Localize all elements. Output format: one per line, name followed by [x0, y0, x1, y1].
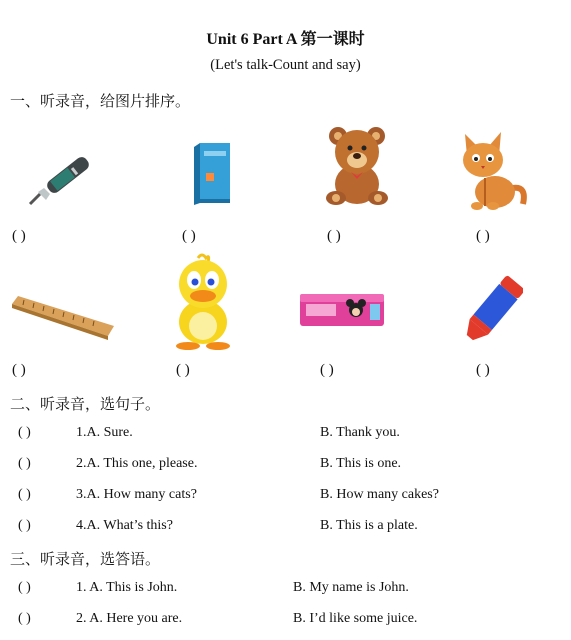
answer-paren-1[interactable]: ( ) — [12, 228, 26, 244]
question-row — [18, 425, 133, 441]
answer-paren[interactable]: ( ) — [18, 456, 31, 471]
crayon-icon — [463, 270, 523, 350]
book-icon — [190, 141, 234, 207]
option-a: 2.A. This one, please. — [76, 456, 198, 471]
answer-paren[interactable]: ( ) — [18, 425, 31, 440]
answer-paren[interactable]: ( ) — [18, 518, 31, 533]
answer-paren-8[interactable]: ( ) — [476, 362, 490, 378]
worksheet-subtitle: (Let's talk-Count and say) — [210, 57, 361, 73]
answer-paren-6[interactable]: ( ) — [176, 362, 190, 378]
answer-paren-3[interactable]: ( ) — [327, 228, 341, 244]
question-row — [18, 456, 197, 472]
section-3-heading: 三、听录音，选答语。 — [10, 550, 161, 568]
option-a: 3.A. How many cats? — [76, 487, 197, 502]
question-row — [18, 611, 182, 627]
answer-paren[interactable]: ( ) — [18, 580, 31, 595]
cat-icon — [455, 126, 529, 212]
answer-paren-4[interactable]: ( ) — [476, 228, 490, 244]
pencil-box-icon — [298, 290, 386, 330]
answer-paren[interactable]: ( ) — [18, 487, 31, 502]
question-row — [18, 580, 177, 596]
teddy-bear-icon — [322, 122, 392, 208]
option-b: B. This is a plate. — [320, 518, 418, 533]
option-a: 1. A. This is John. — [76, 580, 178, 595]
answer-paren-7[interactable]: ( ) — [320, 362, 334, 378]
option-b: B. My name is John. — [293, 580, 409, 595]
answer-paren[interactable]: ( ) — [18, 611, 31, 626]
ruler-icon — [10, 290, 116, 346]
pen-icon — [20, 148, 98, 210]
option-b: B. This is one. — [320, 456, 402, 471]
answer-paren-2[interactable]: ( ) — [182, 228, 196, 244]
worksheet-title: Unit 6 Part A 第一课时 — [206, 31, 365, 48]
question-row — [18, 487, 197, 503]
option-b: B. Thank you. — [320, 425, 400, 440]
answer-paren-5[interactable]: ( ) — [12, 362, 26, 378]
section-2-heading: 二、听录音，选句子。 — [10, 395, 161, 413]
duck-icon — [168, 252, 238, 352]
option-b: B. I’d like some juice. — [293, 611, 418, 626]
section-1-heading: 一、听录音，给图片排序。 — [10, 92, 191, 110]
question-row — [18, 518, 173, 534]
option-a: 1.A. Sure. — [76, 425, 133, 440]
option-a: 4.A. What’s this? — [76, 518, 173, 533]
option-a: 2. A. Here you are. — [76, 611, 183, 626]
option-b: B. How many cakes? — [320, 487, 439, 502]
